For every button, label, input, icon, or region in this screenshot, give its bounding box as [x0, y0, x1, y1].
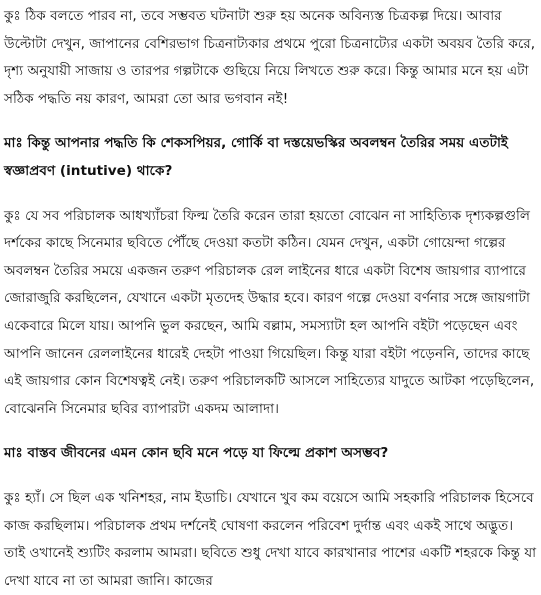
question-paragraph: মাঃ বাস্তব জীবনের এমন কোন ছবি মনে পড়ে যা ফিল্মে প্রকাশ অসম্ভব? [4, 445, 389, 462]
answer-paragraph: কুঃ ঠিক বলতে পারব না, তবে সম্ভবত ঘটনাটা শুরু হয় অনেক অবিন্যস্ত চিত্রকল্প দিয়ে। আবার উল্টোটা দেখুন, জাপানের বেশিরভাগ চিত্রনাট্যকার প্রথমে পুরো চিত্রনাট্যের একটা অবয়ব তৈরি করে, দৃশ্য অনুযায়ী সাজায় ও তারপর গল্পটাকে গুছিয়ে নিয়ে লিখতে শুরু করে। কিন্তু আমার মনে হয় এটা সঠিক পদ্ধতি নয় কারণ, আমরা তো আর ভগবান নই! [4, 8, 536, 107]
answer-paragraph: কুঃ যে সব পরিচালক আধখ্যাঁচরা ফিল্ম তৈরি করেন তারা হয়তো বোঝেন না সাহিত্যিক দৃশ্যকল্পগুলি দর্শকের কাছে সিনেমার ছবিতে পৌঁছে দেওয়া কতটা কঠিন। যেমন দেখুন, একটা গোয়েন্দা গল্পের অবলম্বন তৈরির সময়ে একজন তরুণ পরিচালক রেল লাইনের ধারে একটা বিশেষ জায়গার ব্যাপারে জোরাজুরি করছিলেন, যেখানে একটা মৃতদেহ উদ্ধার হবে। কারণ গল্পে দেওয়া বর্ণনার সঙ্গে জায়গাটা একেবারে মিলে যায়। আপনি ভুল করছেন, আমি বল্লাম, সমস্যাটা হল আপনি বইটা পড়েছেন এবং আপনি জানেন রেললাইনের ধারেই দেহটা পাওয়া গিয়েছিল। কিন্তু যারা বইটা পড়েননি, তাদের কাছে এই জায়গার কোন বিশেষত্বই নেই। তরুণ পরিচালকটি আসলে সাহিত্যের যাদুতে আটকা পড়েছিলেন, বোঝেননি সিনেমার ছবির ব্যাপারটা একদম আলাদা। [4, 207, 535, 417]
question-paragraph: মাঃ কিন্তু আপনার পদ্ধতি কি শেকসপিয়র, গোর্কি বা দস্তয়েভস্কির অবলম্বন তৈরির সময় এতটাই স্বজ্ঞাপ্রবণ (intutive) থাকে? [4, 135, 508, 179]
answer-paragraph: কুঃ হ্যাঁ। সে ছিল এক খনিশহর, নাম ইডাচি। যেখানে খুব কম বয়েসে আমি সহকারি পরিচালক হিসেবে কাজ করছিলাম। পরিচালক প্রথম দর্শনেই ঘোষণা করলেন পরিবেশ দুর্দান্ত এবং একই সাথে অদ্ভুত। তাই ওখানেই শ্যুটিং করলাম আমরা। ছবিতে শুধু দেখা যাবে কারখানার পাশের একটি শহরকে কিন্তু যা দেখা যাবে না তা আমরা জানি। কাজের [4, 489, 537, 589]
